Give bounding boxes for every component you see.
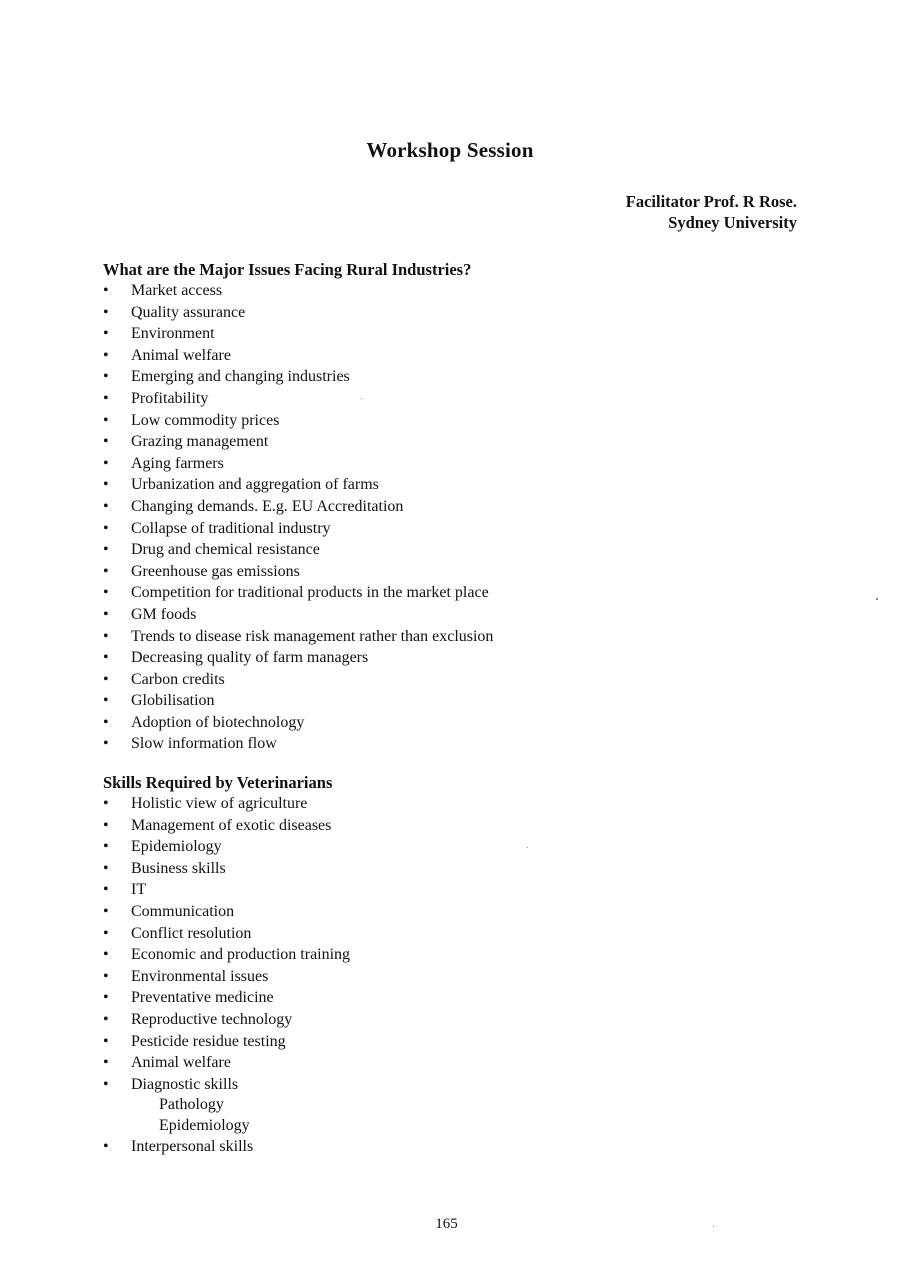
skill-item-text: Epidemiology bbox=[131, 838, 222, 856]
issue-item-text: Slow information flow bbox=[131, 735, 277, 753]
bullet-icon: • bbox=[103, 902, 109, 920]
issue-item bbox=[103, 280, 493, 302]
bullet-icon: • bbox=[103, 692, 109, 710]
issue-item bbox=[103, 539, 493, 561]
skill-item-text: Diagnostic skills bbox=[131, 1075, 239, 1093]
skill-item-text: Management of exotic diseases bbox=[131, 816, 332, 834]
issue-item-text: Competition for traditional products in the market place bbox=[131, 584, 489, 602]
issue-item bbox=[103, 496, 493, 518]
skill-item-text: Economic and production training bbox=[131, 946, 351, 964]
skill-item-text: Communication bbox=[131, 902, 235, 920]
issue-item-text: Trends to disease risk management rather than exclusion bbox=[131, 627, 494, 645]
skill-item-text: Conflict resolution bbox=[131, 924, 252, 942]
issue-item bbox=[103, 345, 493, 367]
bullet-icon: • bbox=[103, 325, 109, 343]
issue-item-text: Grazing management bbox=[131, 433, 269, 451]
issue-item bbox=[103, 323, 493, 345]
issue-item bbox=[103, 518, 493, 540]
issues-list bbox=[103, 280, 493, 755]
skill-item-text: Animal welfare bbox=[131, 1054, 231, 1072]
skill-item bbox=[103, 987, 350, 1009]
issue-item-text: Animal welfare bbox=[131, 346, 231, 364]
skill-item bbox=[103, 1031, 350, 1053]
issue-item-text: Quality assurance bbox=[131, 303, 246, 321]
bullet-icon: • bbox=[103, 1010, 109, 1028]
skill-item-text: Preventative medicine bbox=[131, 989, 274, 1007]
scan-speck bbox=[361, 398, 362, 399]
skill-item bbox=[103, 836, 350, 858]
skill-item-text: Environmental issues bbox=[131, 967, 269, 985]
facilitator-name: Facilitator Prof. R Rose. bbox=[625, 192, 797, 211]
bullet-icon: • bbox=[103, 368, 109, 386]
issue-item-text: Environment bbox=[131, 325, 215, 343]
skill-item-text: Pesticide residue testing bbox=[131, 1032, 286, 1050]
facilitator-block bbox=[626, 191, 797, 233]
issue-item-text: Greenhouse gas emissions bbox=[131, 562, 300, 580]
page-title: Workshop Session bbox=[366, 138, 534, 162]
bullet-icon: • bbox=[103, 584, 109, 602]
bullet-icon: • bbox=[103, 1054, 109, 1072]
bullet-icon: • bbox=[103, 497, 109, 515]
page-number: 165 bbox=[435, 1216, 458, 1232]
issue-item bbox=[103, 410, 493, 432]
issue-item-text: Globilisation bbox=[131, 692, 215, 710]
bullet-icon: • bbox=[103, 605, 109, 623]
scan-speck bbox=[527, 847, 528, 848]
bullet-icon: • bbox=[103, 670, 109, 688]
issue-item bbox=[103, 453, 493, 475]
bullet-icon: • bbox=[103, 713, 109, 731]
issue-item bbox=[103, 733, 493, 755]
bullet-icon: • bbox=[103, 1075, 109, 1093]
issue-item bbox=[103, 302, 493, 324]
issue-item bbox=[103, 712, 493, 734]
issue-item-text: Collapse of traditional industry bbox=[131, 519, 331, 537]
skills-section bbox=[103, 772, 350, 1158]
skill-item-text: IT bbox=[131, 881, 147, 899]
bullet-icon: • bbox=[103, 303, 109, 321]
skill-item bbox=[103, 1136, 350, 1158]
bullet-icon: • bbox=[103, 627, 109, 645]
issue-item bbox=[103, 561, 493, 583]
diagnostic-subitem bbox=[131, 1116, 350, 1137]
facilitator-affiliation: Sydney University bbox=[668, 213, 797, 232]
issue-item-text: Market access bbox=[131, 282, 223, 299]
skill-item bbox=[103, 944, 350, 966]
issue-item-text: Emerging and changing industries bbox=[131, 368, 350, 386]
skill-item-text: Holistic view of agriculture bbox=[131, 795, 308, 812]
bullet-icon: • bbox=[103, 454, 109, 472]
diagnostic-subitem-text: Epidemiology bbox=[159, 1116, 250, 1134]
skill-item bbox=[103, 966, 350, 988]
bullet-icon: • bbox=[103, 735, 109, 753]
skill-item bbox=[103, 1009, 350, 1031]
issue-item-text: Low commodity prices bbox=[131, 411, 280, 429]
skill-item bbox=[103, 901, 350, 923]
issue-item-text: Decreasing quality of farm managers bbox=[131, 649, 369, 667]
diagnostic-subitem-text: Pathology bbox=[159, 1096, 224, 1114]
scan-speck bbox=[713, 1226, 714, 1227]
issue-item-text: Adoption of biotechnology bbox=[131, 713, 305, 731]
bullet-icon: • bbox=[103, 476, 109, 494]
bullet-icon: • bbox=[103, 816, 109, 834]
bullet-icon: • bbox=[103, 924, 109, 942]
skill-item bbox=[103, 923, 350, 945]
issue-item-text: Drug and chemical resistance bbox=[131, 541, 320, 559]
bullet-icon: • bbox=[103, 859, 109, 877]
issue-item bbox=[103, 690, 493, 712]
skill-item bbox=[103, 1074, 350, 1096]
bullet-icon: • bbox=[103, 795, 109, 812]
bullet-icon: • bbox=[103, 346, 109, 364]
issue-item bbox=[103, 582, 493, 604]
skills-list bbox=[103, 793, 350, 1158]
issue-item bbox=[103, 366, 493, 388]
issue-item bbox=[103, 431, 493, 453]
bullet-icon: • bbox=[103, 946, 109, 964]
issue-item-text: Aging farmers bbox=[131, 454, 224, 472]
issue-item bbox=[103, 388, 493, 410]
issue-item bbox=[103, 626, 493, 648]
bullet-icon: • bbox=[103, 411, 109, 429]
skill-item bbox=[103, 793, 350, 815]
diagnostic-sublist bbox=[131, 1095, 350, 1136]
skill-item-text: Reproductive technology bbox=[131, 1010, 293, 1028]
issues-section bbox=[103, 259, 493, 755]
skill-item bbox=[103, 879, 350, 901]
bullet-icon: • bbox=[103, 519, 109, 537]
skill-item-text: Interpersonal skills bbox=[131, 1138, 254, 1156]
bullet-icon: • bbox=[103, 282, 109, 299]
skill-item-text: Business skills bbox=[131, 859, 226, 877]
skill-item bbox=[103, 858, 350, 880]
diagnostic-subitem bbox=[131, 1095, 350, 1116]
issue-item bbox=[103, 474, 493, 496]
scan-speck bbox=[876, 598, 878, 600]
bullet-icon: • bbox=[103, 1138, 109, 1156]
skills-heading: Skills Required by Veterinarians bbox=[103, 773, 333, 792]
issue-item bbox=[103, 669, 493, 691]
bullet-icon: • bbox=[103, 649, 109, 667]
bullet-icon: • bbox=[103, 838, 109, 856]
issue-item-text: GM foods bbox=[131, 605, 197, 623]
skill-item bbox=[103, 815, 350, 837]
bullet-icon: • bbox=[103, 967, 109, 985]
diagnostic-subitems bbox=[103, 1095, 350, 1136]
issue-item-text: Carbon credits bbox=[131, 670, 225, 688]
issue-item-text: Urbanization and aggregation of farms bbox=[131, 476, 379, 494]
bullet-icon: • bbox=[103, 541, 109, 559]
bullet-icon: • bbox=[103, 881, 109, 899]
bullet-icon: • bbox=[103, 989, 109, 1007]
bullet-icon: • bbox=[103, 433, 109, 451]
skill-item bbox=[103, 1052, 350, 1074]
issues-heading: What are the Major Issues Facing Rural Industries? bbox=[103, 260, 472, 279]
bullet-icon: • bbox=[103, 389, 109, 407]
bullet-icon: • bbox=[103, 562, 109, 580]
issue-item-text: Profitability bbox=[131, 389, 209, 407]
issue-item bbox=[103, 604, 493, 626]
bullet-icon: • bbox=[103, 1032, 109, 1050]
issue-item bbox=[103, 647, 493, 669]
issue-item-text: Changing demands. E.g. EU Accreditation bbox=[131, 497, 404, 515]
